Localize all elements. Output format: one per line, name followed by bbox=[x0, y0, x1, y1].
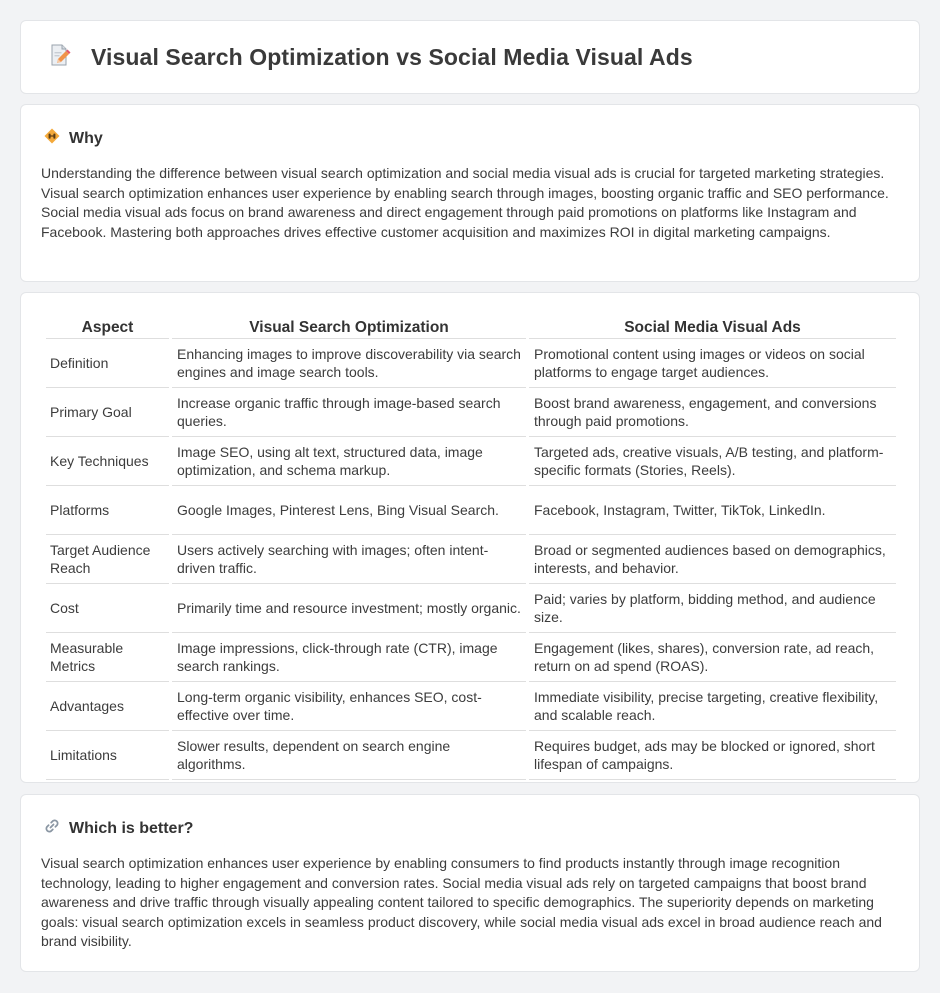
row-aspect: Key Techniques bbox=[46, 437, 169, 486]
warning-diamond-icon bbox=[43, 127, 69, 150]
link-icon bbox=[43, 817, 69, 840]
table-row bbox=[46, 731, 896, 780]
row-social-ads: Paid; varies by platform, bidding method, and audience size. bbox=[529, 584, 896, 633]
row-social-ads: Engagement (likes, shares), conversion rate, ad reach, return on ad spend (ROAS). bbox=[529, 633, 896, 682]
row-aspect: Target Audience Reach bbox=[46, 535, 169, 584]
row-aspect: Advantages bbox=[46, 682, 169, 731]
page-title: Visual Search Optimization vs Social Media Visual Ads bbox=[91, 43, 693, 70]
which-is-better-section bbox=[20, 794, 920, 972]
row-aspect: Cost bbox=[46, 584, 169, 633]
header-aspect: Aspect bbox=[46, 315, 169, 339]
row-aspect: Primary Goal bbox=[46, 388, 169, 437]
row-visual-search: Slower results, dependent on search engine algorithms. bbox=[172, 731, 526, 780]
better-heading: Which is better? bbox=[69, 819, 194, 837]
comparison-table bbox=[43, 315, 899, 780]
row-social-ads: Promotional content using images or videos on social platforms to engage target audiences. bbox=[529, 339, 896, 388]
row-aspect: Measurable Metrics bbox=[46, 633, 169, 682]
row-visual-search: Image SEO, using alt text, structured data, image optimization, and schema markup. bbox=[172, 437, 526, 486]
row-visual-search: Increase organic traffic through image-based search queries. bbox=[172, 388, 526, 437]
table-row bbox=[46, 486, 896, 535]
row-social-ads: Requires budget, ads may be blocked or ignored, short lifespan of campaigns. bbox=[529, 731, 896, 780]
header-visual-search: Visual Search Optimization bbox=[172, 315, 526, 339]
row-visual-search: Users actively searching with images; often intent-driven traffic. bbox=[172, 535, 526, 584]
row-aspect: Platforms bbox=[46, 486, 169, 535]
table-header-row bbox=[46, 315, 896, 339]
table-row bbox=[46, 437, 896, 486]
row-aspect: Definition bbox=[46, 339, 169, 388]
row-visual-search: Primarily time and resource investment; mostly organic. bbox=[172, 584, 526, 633]
row-social-ads: Immediate visibility, precise targeting, creative flexibility, and scalable reach. bbox=[529, 682, 896, 731]
row-social-ads: Targeted ads, creative visuals, A/B testing, and platform-specific formats (Stories, Reels). bbox=[529, 437, 896, 486]
row-visual-search: Image impressions, click-through rate (CTR), image search rankings. bbox=[172, 633, 526, 682]
why-body: Understanding the difference between visual search optimization and social media visual ads is crucial for targeted marketing strategies. Visual search optimization enhances user experience by enabling search through images, boosting organic traffic and SEO performance. Social media visual ads focus on brand awareness and direct engagement through paid promotions on platforms like Instagram and Facebook. Mastering both approaches drives effective customer acquisition and maximizes ROI in digital marketing campaigns. bbox=[41, 165, 889, 240]
table-row bbox=[46, 584, 896, 633]
table-row bbox=[46, 339, 896, 388]
row-social-ads: Facebook, Instagram, Twitter, TikTok, LinkedIn. bbox=[529, 486, 896, 535]
title-card bbox=[20, 20, 920, 94]
why-heading: Why bbox=[69, 129, 103, 147]
why-section bbox=[20, 104, 920, 282]
document-pencil-icon bbox=[47, 43, 91, 72]
comparison-card bbox=[20, 292, 920, 783]
table-row bbox=[46, 388, 896, 437]
row-visual-search: Long-term organic visibility, enhances SEO, cost-effective over time. bbox=[172, 682, 526, 731]
row-social-ads: Broad or segmented audiences based on demographics, interests, and behavior. bbox=[529, 535, 896, 584]
row-visual-search: Enhancing images to improve discoverability via search engines and image search tools. bbox=[172, 339, 526, 388]
row-social-ads: Boost brand awareness, engagement, and conversions through paid promotions. bbox=[529, 388, 896, 437]
row-visual-search: Google Images, Pinterest Lens, Bing Visual Search. bbox=[172, 486, 526, 535]
table-row bbox=[46, 535, 896, 584]
header-social-ads: Social Media Visual Ads bbox=[529, 315, 896, 339]
row-aspect: Limitations bbox=[46, 731, 169, 780]
table-row bbox=[46, 682, 896, 731]
table-row bbox=[46, 633, 896, 682]
better-body: Visual search optimization enhances user experience by enabling consumers to find products instantly through image recognition technology, leading to higher engagement and conversion rates. Social media visual ads rely on targeted campaigns that boost brand awareness and drive traffic through visually appealing content tailored to specific demographics. The superiority depends on marketing goals: visual search optimization excels in seamless product discovery, while social media visual ads excel in broad audience reach and brand visibility. bbox=[41, 855, 882, 950]
